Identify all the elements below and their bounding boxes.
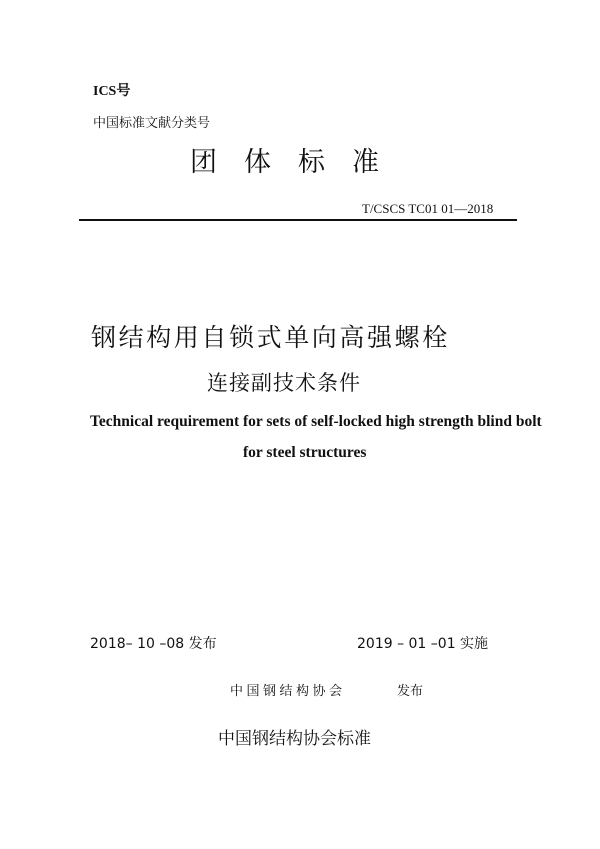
standard-number: T/CSCS TC01 01—2018 bbox=[362, 201, 494, 216]
publisher-action: 发布 bbox=[397, 684, 424, 699]
issue-date: 2018– 10 –08 发布 bbox=[90, 636, 217, 652]
english-title-line-1: Technical requirement for sets of self-locked high strength blind bolt bbox=[90, 413, 542, 430]
standard-series-footer: 中国钢结构协会标准 bbox=[218, 729, 371, 749]
chinese-title-line-1: 钢结构用自锁式单向高强螺栓 bbox=[91, 323, 450, 352]
header-divider bbox=[79, 219, 517, 221]
ics-number-label: ICS号 bbox=[93, 84, 131, 99]
ccs-number-label: 中国标准文献分类号 bbox=[93, 116, 211, 131]
english-title-line-2: for steel structures bbox=[243, 444, 367, 461]
standard-type-heading: 团体标准 bbox=[190, 147, 406, 178]
chinese-title-line-2: 连接副技术条件 bbox=[207, 371, 361, 395]
publisher-name: 中国钢结构协会 bbox=[230, 684, 346, 699]
implementation-date: 2019 – 01 –01 实施 bbox=[357, 636, 489, 652]
